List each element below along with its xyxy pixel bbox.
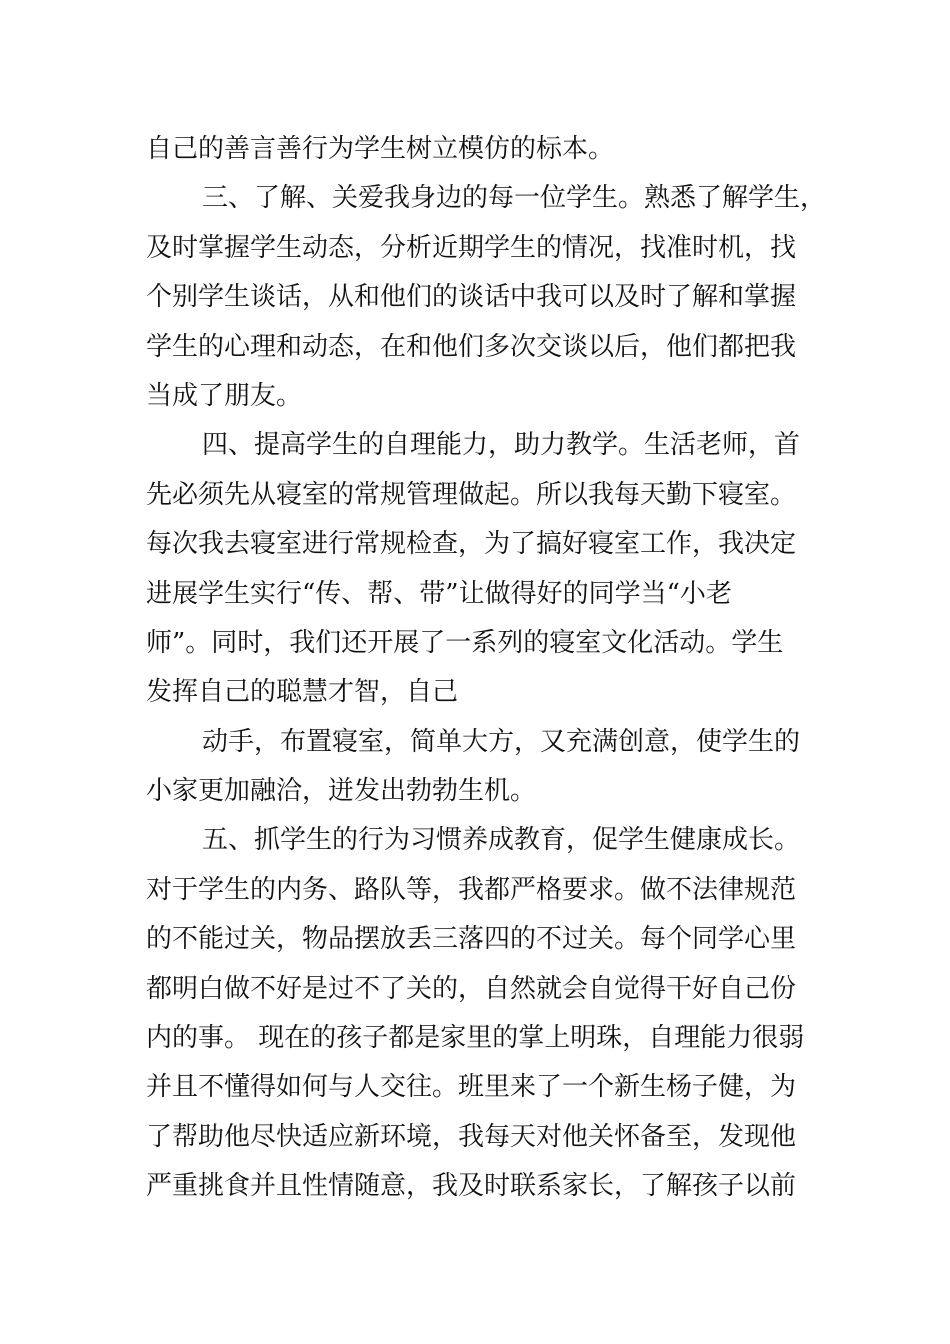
text-line: 进展学生实行“传、帮、带”让做得好的同学当“小老 [146,578,732,609]
text-line: 师”。同时，我们还开展了一系列的寝室文化活动。学生 [146,627,784,658]
text-line: 先必须先从寝室的常规管理做起。所以我每天勤下寝室。 [146,479,797,510]
text-line: 四、提高学生的自理能力，助力教学。生活老师，首 [202,430,801,461]
text-line: 动手，布置寝室，简单大方，又充满创意，使学生的 [202,726,801,757]
text-line: 自己的善言善行为学生树立模仿的标本。 [146,134,615,164]
text-line: 对于学生的内务、路队等，我都严格要求。做不法律规范 [146,874,797,905]
text-line: 都明白做不好是过不了关的，自然就会自觉得干好自己份 [146,973,797,1004]
text-line: 五、抓学生的行为习惯养成教育，促学生健康成长。 [202,825,801,856]
text-line: 三、了解、关爱我身边的每一位学生。熟悉了解学生， [202,183,827,214]
text-line: 每次我去寝室进行常规检查，为了搞好寝室工作，我决定 [146,529,797,560]
text-line: 个别学生谈话，从和他们的谈话中我可以及时了解和掌握 [146,282,797,313]
text-line: 小家更加融洽，迸发出勃勃生机。 [146,776,537,807]
text-line: 严重挑食并且性情随意，我及时联系家长，了解孩子以前 [146,1171,797,1202]
text-line: 当成了朋友。 [146,380,303,411]
text-line: 内的事。 现在的孩子都是家里的掌上明珠，自理能力很弱 [146,1023,805,1054]
text-line: 发挥自己的聪慧才智，自己 [146,677,459,708]
text-line: 并且不懂得如何与人交往。班里来了一个新生杨子健，为 [146,1072,797,1103]
text-line: 了帮助他尽快适应新环境，我每天对他关怀备至，发现他 [146,1121,797,1152]
text-line: 及时掌握学生动态，分析近期学生的情况，找准时机，找 [146,232,797,263]
text-line: 学生的心理和动态，在和他们多次交谈以后，他们都把我 [146,331,797,362]
text-line: 的不能过关，物品摆放丢三落四的不过关。每个同学心里 [146,924,797,955]
body-text [146,125,836,1212]
